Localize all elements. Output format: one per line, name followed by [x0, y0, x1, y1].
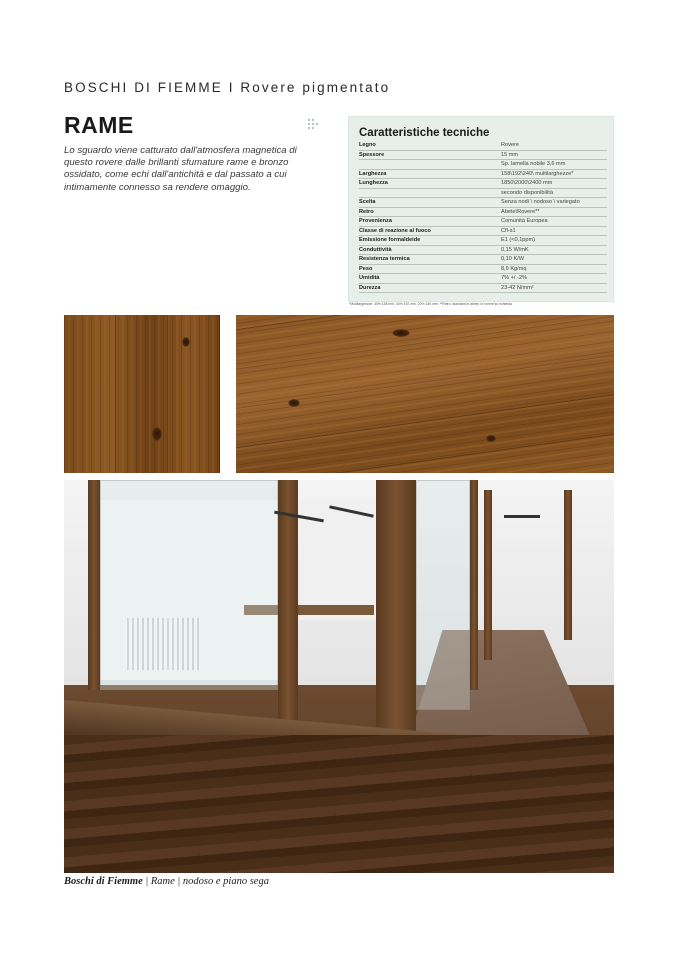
specs-value: Cfl-s1	[501, 227, 516, 234]
page-header: BOSCHI DI FIEMME I Rovere pigmentato	[64, 80, 391, 95]
specs-value: 8,9 Kg/mq	[501, 265, 527, 272]
specs-value: secondo disponibilità	[501, 189, 553, 196]
specs-value: 158\192\240\ multilarghezze*	[501, 170, 574, 177]
specs-row	[359, 170, 607, 180]
specs-value: 0,10 K/W	[501, 256, 525, 262]
specs-value: E1 (<0,1ppm)	[501, 237, 536, 243]
photo-caption	[64, 876, 269, 887]
specs-key: Spessore	[359, 151, 385, 158]
specs-key: Larghezza	[359, 170, 387, 177]
specs-row	[359, 255, 607, 265]
specs-row	[359, 274, 607, 284]
specs-value: Rovere	[501, 142, 520, 148]
specs-key: Durezza	[359, 284, 381, 291]
specs-row	[359, 246, 607, 256]
specs-row	[359, 227, 607, 237]
specs-key: Emissione formaldeide	[359, 237, 421, 243]
specs-key: Lunghezza	[359, 180, 388, 186]
specs-row	[359, 217, 607, 227]
product-title: RAME	[64, 112, 134, 138]
specs-row	[359, 265, 607, 275]
specs-value: 15 mm	[501, 151, 519, 158]
specs-row	[359, 198, 607, 208]
specs-key	[359, 189, 501, 198]
specs-title: Caratteristiche tecniche	[359, 127, 490, 139]
technical-specs-box	[348, 116, 614, 302]
caption-brand: Boschi di Fiemme	[64, 876, 143, 887]
specs-key: Retro	[359, 208, 374, 215]
interior-photo	[64, 480, 614, 873]
specs-value: 23-42 N/mm²	[501, 284, 534, 291]
specs-key: Peso	[359, 265, 373, 272]
specs-row	[359, 189, 607, 199]
specs-key: Classe di reazione al fuoco	[359, 227, 431, 234]
specs-value: Abete\Rovere**	[501, 208, 540, 215]
wood-sample-vertical	[64, 315, 220, 473]
specs-key: Umidità	[359, 275, 380, 281]
specs-value: Sp. lamella nobile 3,6 mm	[501, 161, 566, 167]
specs-key: Scelta	[359, 199, 376, 205]
specs-key: Provenienza	[359, 218, 392, 224]
specs-key	[359, 160, 501, 169]
caption-text: | Rame | nodoso e piano sega	[142, 876, 269, 887]
specs-key: Conduttività	[359, 246, 392, 253]
specs-value: Comunità Europea	[501, 218, 548, 224]
specs-value: 1850\2000\2400 mm	[501, 180, 553, 186]
specs-row	[359, 160, 607, 170]
decorative-dots-icon	[306, 118, 322, 132]
specs-value: 7% +/ -2%	[501, 275, 527, 281]
specs-footnote: *Multilarghezze: 40% 158 mm, 40% 192 mm, 20% 240 mm. **Retro: standard in abete; in rovere su richiesta	[349, 302, 512, 306]
specs-row	[359, 284, 607, 294]
specs-value: Senza nodi \ nodoso \ variegato	[501, 199, 580, 205]
specs-row	[359, 208, 607, 218]
wood-sample-horizontal	[236, 315, 614, 473]
specs-row	[359, 179, 607, 189]
specs-row	[359, 141, 607, 151]
specs-key: Legno	[359, 142, 376, 148]
specs-row	[359, 236, 607, 246]
specs-key: Resistenza termica	[359, 256, 410, 262]
specs-table	[359, 141, 607, 293]
specs-row	[359, 151, 607, 161]
specs-value: 0,15 W/mK	[501, 246, 529, 253]
product-description: Lo sguardo viene catturato dall'atmosfera magnetica di questo rovere dalle brillanti sfumature rame e bronzo ossidato, come echi dall'antichità e dal passato a cui intimamente connesso sa rendere omaggio.	[64, 145, 297, 193]
